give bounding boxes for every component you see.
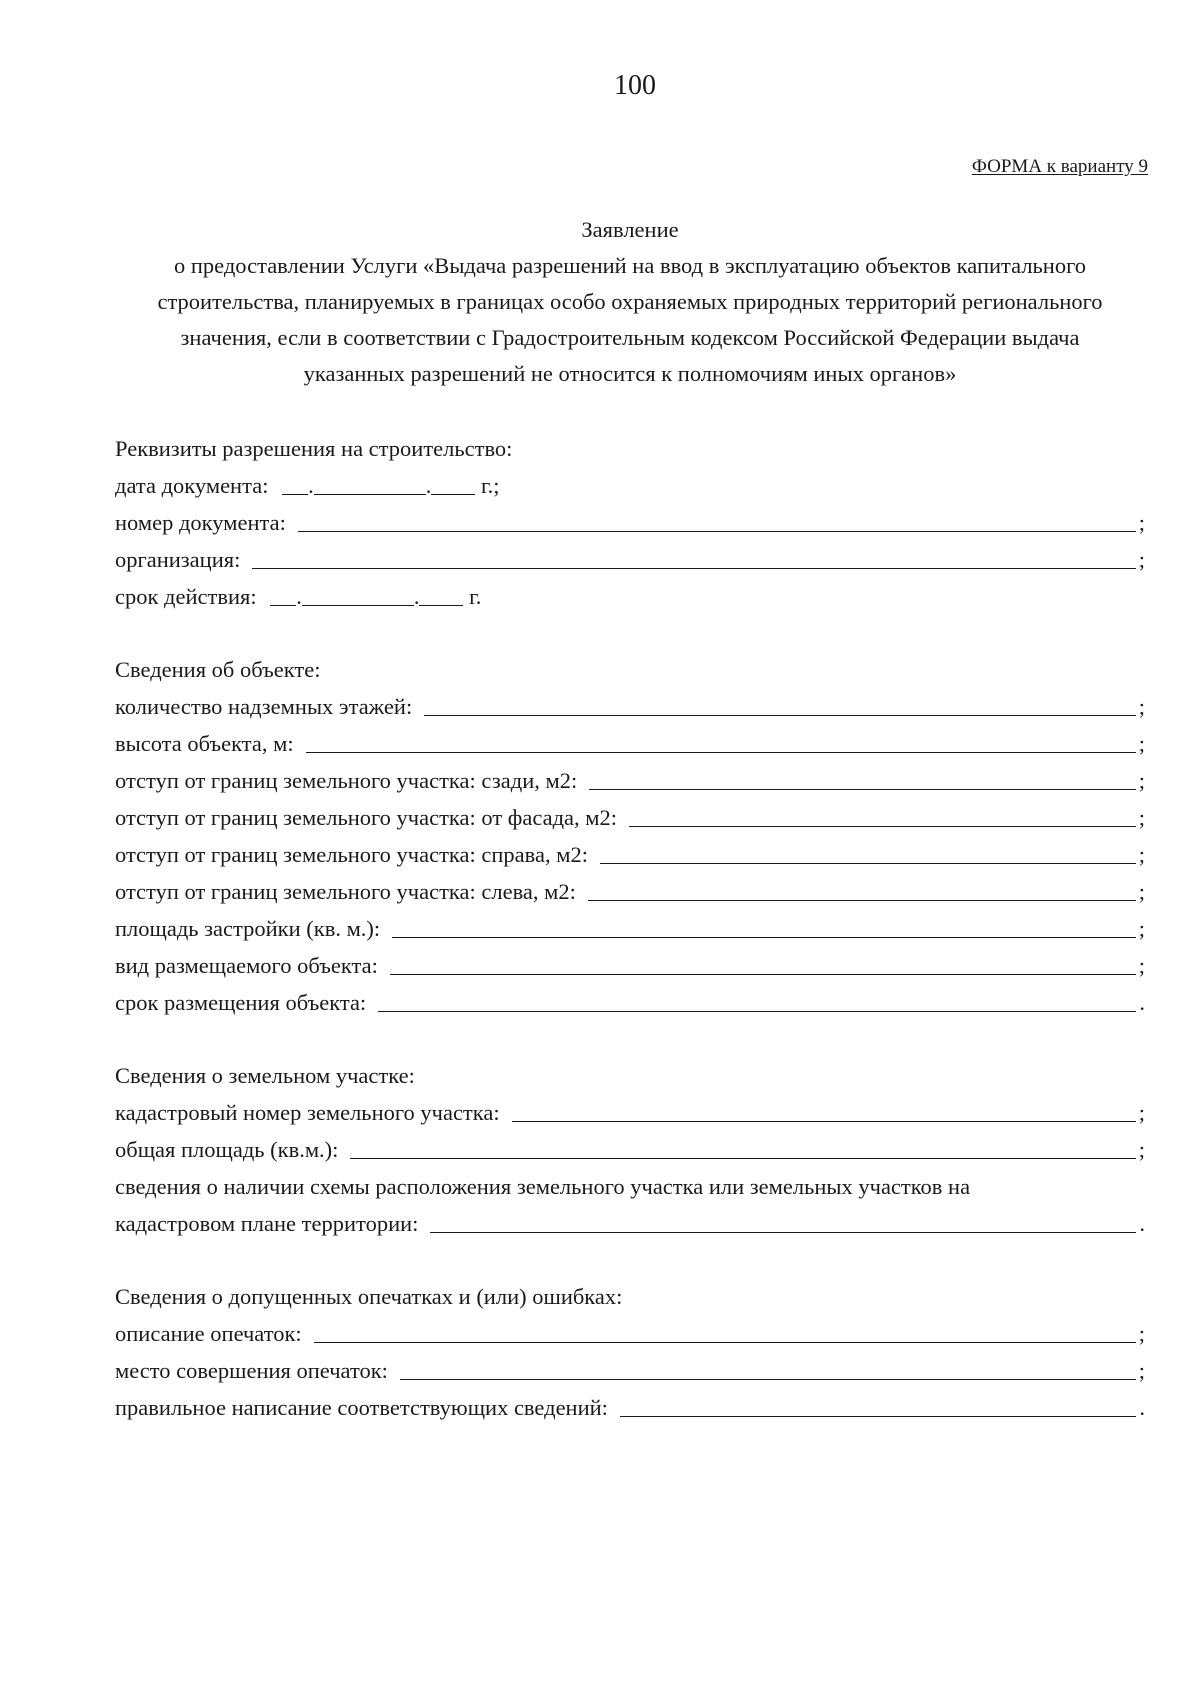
errors-section	[115, 1278, 1145, 1426]
total-area-field[interactable]	[350, 1131, 1135, 1159]
scheme-text: сведения о наличии схемы расположения земельного участка или земельных участков на	[115, 1174, 971, 1199]
date-separator: .	[308, 473, 314, 498]
cadastral-number-row	[115, 1094, 1145, 1131]
page-number: 100	[614, 70, 656, 101]
total-area-label: общая площадь (кв.м.):	[115, 1137, 339, 1162]
object-field-label: срок размещения объекта:	[115, 990, 367, 1015]
typo-place-row	[115, 1352, 1145, 1389]
organization-label: организация:	[115, 547, 241, 572]
row-end-mark: .	[1139, 990, 1145, 1015]
object-height-field[interactable]	[306, 725, 1136, 753]
row-end-mark: ;	[1138, 916, 1145, 941]
total-area-row	[115, 1131, 1145, 1168]
setback-left-field[interactable]	[588, 873, 1136, 901]
object-field-label: высота объекта, м:	[115, 731, 294, 756]
typo-description-row	[115, 1315, 1145, 1352]
permit-section	[115, 430, 1145, 615]
object-field-label: отступ от границ земельного участка: от фасада, м2:	[115, 805, 618, 830]
object-field-label: вид размещаемого объекта:	[115, 953, 378, 978]
setback-rear-field[interactable]	[589, 762, 1135, 790]
object-field-row	[115, 762, 1145, 799]
errors-heading: Сведения о допущенных опечатках и (или) ошибках:	[115, 1284, 623, 1309]
cadastral-number-field[interactable]	[512, 1094, 1136, 1122]
date-separator: .	[425, 473, 432, 498]
organization-field[interactable]	[252, 541, 1135, 569]
document-number-label: номер документа:	[115, 510, 286, 535]
row-end-mark: ;	[1138, 879, 1145, 904]
object-section	[115, 651, 1145, 1021]
object-field-label: отступ от границ земельного участка: справа, м2:	[115, 842, 588, 867]
row-end-mark: ;	[1138, 731, 1145, 756]
validity-suffix: г.	[469, 584, 482, 609]
document-date-month-field[interactable]	[314, 467, 426, 495]
object-type-field[interactable]	[390, 947, 1136, 975]
object-field-row	[115, 873, 1145, 910]
permit-heading: Реквизиты разрешения на строительство:	[115, 436, 513, 461]
typo-place-label: место совершения опечаток:	[115, 1358, 388, 1383]
validity-day-field[interactable]	[270, 578, 296, 606]
title-line-1: о предоставлении Услуги «Выдача разрешений на ввод в эксплуатацию объектов капитального	[173, 253, 1087, 278]
row-end-mark: ;	[1138, 1100, 1145, 1125]
row-end-mark: ;	[1138, 805, 1145, 830]
typo-description-label: описание опечаток:	[115, 1321, 302, 1346]
row-end-mark: ;	[1138, 510, 1145, 535]
title-line-4: указанных разрешений не относится к полномочиям иных органов»	[303, 361, 957, 386]
land-section	[115, 1057, 1145, 1242]
object-field-row	[115, 984, 1145, 1021]
document-date-label: дата документа:	[115, 473, 269, 498]
correct-spelling-field[interactable]	[620, 1389, 1136, 1417]
form-content	[115, 430, 1145, 1462]
object-field-row	[115, 799, 1145, 836]
row-end-mark: .	[1139, 1211, 1145, 1236]
validity-row	[115, 578, 1145, 615]
land-heading: Сведения о земельном участке:	[115, 1063, 415, 1088]
object-field-row	[115, 688, 1145, 725]
row-end-mark: ;	[1138, 1137, 1145, 1162]
document-date-year-field[interactable]	[431, 467, 475, 495]
row-end-mark: ;	[1138, 1358, 1145, 1383]
object-field-row	[115, 725, 1145, 762]
scheme-field[interactable]	[430, 1205, 1136, 1233]
document-date-day-field[interactable]	[282, 467, 308, 495]
correct-spelling-row	[115, 1389, 1145, 1426]
title-line-3: значения, если в соответствии с Градостроительным кодексом Российской Федерации выдача	[180, 325, 1080, 350]
placement-term-field[interactable]	[378, 984, 1136, 1012]
typo-description-field[interactable]	[314, 1315, 1136, 1343]
date-separator: .	[296, 584, 302, 609]
form-tag: ФОРМА к варианту 9	[971, 156, 1148, 177]
document-number-field[interactable]	[298, 504, 1136, 532]
object-field-label: отступ от границ земельного участка: сзади, м2:	[115, 768, 578, 793]
document-date-row	[115, 467, 1145, 504]
row-end-mark: ;	[1138, 953, 1145, 978]
validity-label: срок действия:	[115, 584, 257, 609]
row-end-mark: ;	[1138, 547, 1145, 572]
object-field-row	[115, 910, 1145, 947]
object-field-row	[115, 836, 1145, 873]
row-end-mark: ;	[1138, 768, 1145, 793]
scheme-row	[115, 1205, 1145, 1242]
title-heading: Заявление	[581, 217, 679, 242]
correct-spelling-label: правильное написание соответствующих сведений:	[115, 1395, 608, 1420]
scheme-label: кадастровом плане территории:	[115, 1211, 419, 1236]
cadastral-number-label: кадастровый номер земельного участка:	[115, 1100, 500, 1125]
row-end-mark: ;	[1138, 842, 1145, 867]
setback-front-field[interactable]	[629, 799, 1136, 827]
row-end-mark: ;	[1138, 1321, 1145, 1346]
document-number-row	[115, 504, 1145, 541]
setback-right-field[interactable]	[600, 836, 1136, 864]
validity-year-field[interactable]	[419, 578, 463, 606]
row-end-mark: .	[1139, 1395, 1145, 1420]
row-end-mark: ;	[1138, 694, 1145, 719]
building-area-field[interactable]	[392, 910, 1136, 938]
title-block	[110, 212, 1150, 392]
object-field-row	[115, 947, 1145, 984]
object-field-label: площадь застройки (кв. м.):	[115, 916, 381, 941]
typo-place-field[interactable]	[400, 1352, 1136, 1380]
object-field-label: отступ от границ земельного участка: слева, м2:	[115, 879, 576, 904]
object-heading: Сведения об объекте:	[115, 657, 321, 682]
above-ground-floors-field[interactable]	[424, 688, 1136, 716]
validity-month-field[interactable]	[302, 578, 414, 606]
organization-row	[115, 541, 1145, 578]
title-line-2: строительства, планируемых в границах особо охраняемых природных территорий регионального	[157, 289, 1103, 314]
object-field-label: количество надземных этажей:	[115, 694, 413, 719]
date-separator: .	[413, 584, 420, 609]
document-date-suffix: г.;	[480, 473, 500, 498]
